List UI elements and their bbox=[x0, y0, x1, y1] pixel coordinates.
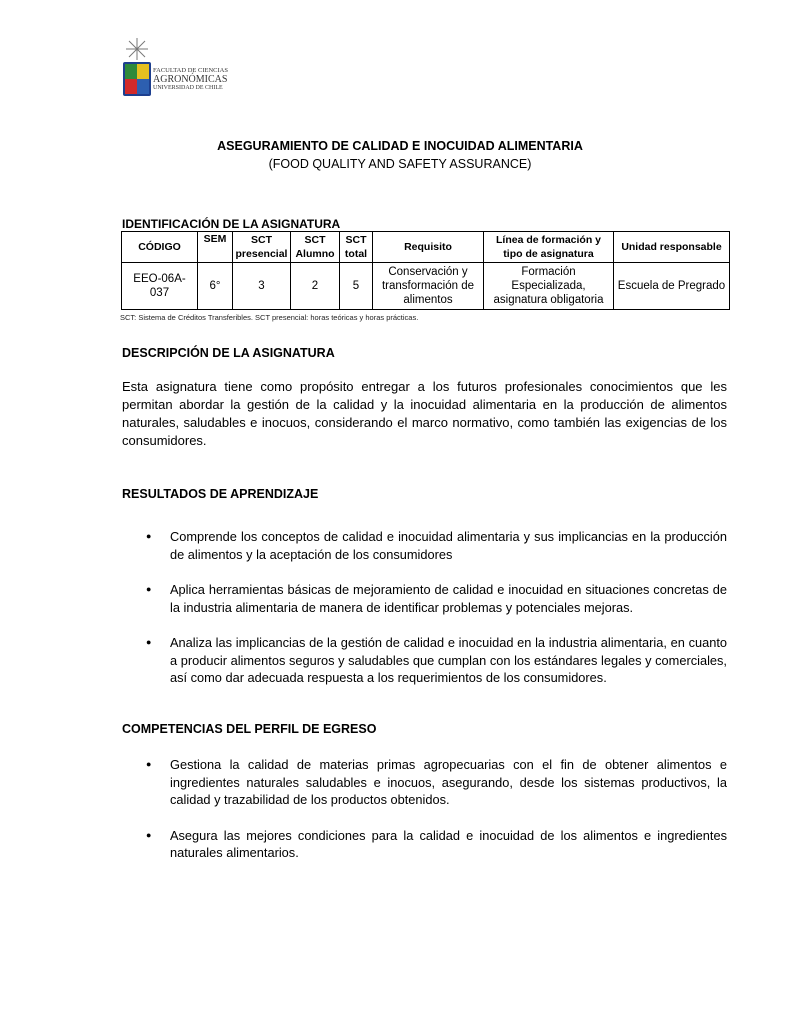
section-heading: RESULTADOS DE APRENDIZAJE bbox=[122, 487, 319, 501]
table-cell: Formación Especializada, asignatura obligatoria bbox=[484, 263, 614, 310]
table-row bbox=[122, 263, 730, 310]
column-header: SCT presencial bbox=[233, 232, 291, 263]
description-paragraph: Esta asignatura tiene como propósito entregar a los futuros profesionales conocimientos que les permitan abordar la gestión de la calidad y la inocuidad alimentaria en la producción de alimentos naturales, saludables e inocuos, considerando el marco normativo, como también las exigencias de los consumidores. bbox=[122, 379, 727, 448]
faculty-logo bbox=[120, 36, 240, 100]
university-shield-icon bbox=[120, 36, 154, 100]
document-title: ASEGURAMIENTO DE CALIDAD E INOCUIDAD ALIMENTARIA bbox=[217, 139, 583, 153]
logo-line: FACULTAD DE CIENCIAS bbox=[153, 67, 228, 74]
list-item: ● Gestiona la calidad de materias primas agropecuarias con el fin de obtener alimentos e ingredientes naturales saludables e inocuos, asegurando, desde los sistemas productivos, la calidad y trazabilidad de los productos obtenidos. bbox=[146, 756, 727, 809]
list-item: ● Asegura las mejores condiciones para la calidad e inocuidad de los alimentos e ingredientes naturales alimentarios. bbox=[146, 827, 727, 862]
document-subtitle: (FOOD QUALITY AND SAFETY ASSURANCE) bbox=[268, 157, 532, 171]
section-heading: IDENTIFICACIÓN DE LA ASIGNATURA bbox=[122, 217, 341, 231]
competencies-list bbox=[146, 756, 727, 862]
table-cell: Conservación y transformación de alimentos bbox=[373, 263, 484, 310]
table-cell: Escuela de Pregrado bbox=[614, 263, 730, 310]
column-header: SCT Alumno bbox=[291, 232, 340, 263]
list-item: ● Comprende los conceptos de calidad e inocuidad alimentaria y sus implicancias en la producción de alimentos y la aceptación de los consumidores bbox=[146, 528, 727, 563]
course-identification-table bbox=[121, 231, 730, 310]
column-header: Unidad responsable bbox=[614, 232, 730, 263]
table-cell: 6° bbox=[198, 263, 233, 310]
table-cell: 5 bbox=[340, 263, 373, 310]
logo-line: UNIVERSIDAD DE CHILE bbox=[153, 84, 223, 91]
learning-outcomes-list bbox=[146, 528, 727, 687]
list-item: ● Analiza las implicancias de la gestión de calidad e inocuidad en la industria alimentaria, en cuanto a producir alimentos seguros y saludables que cumplan con los estándares legales y comerciales, así como dar adecuada respuesta a los requerimientos de los consumidores. bbox=[146, 634, 727, 687]
list-item: ● Aplica herramientas básicas de mejoramiento de calidad e inocuidad en situaciones concretas de la industria alimentaria de manera de identificar problemas y potenciales mejoras. bbox=[146, 581, 727, 616]
logo-line: AGRONÓMICAS bbox=[153, 73, 228, 85]
column-header: CÓDIGO bbox=[122, 232, 198, 263]
table-cell: 3 bbox=[233, 263, 291, 310]
column-header: Requisito bbox=[373, 232, 484, 263]
section-heading: DESCRIPCIÓN DE LA ASIGNATURA bbox=[122, 346, 335, 360]
section-heading: COMPETENCIAS DEL PERFIL DE EGRESO bbox=[122, 722, 377, 736]
column-header: Línea de formación y tipo de asignatura bbox=[484, 232, 614, 263]
table-cell: 2 bbox=[291, 263, 340, 310]
table-cell: EEO-06A-037 bbox=[122, 263, 198, 310]
table-note: SCT: Sistema de Créditos Transferibles. SCT presencial: horas teóricas y horas prácticas. bbox=[120, 313, 419, 322]
column-header: SCT total bbox=[340, 232, 373, 263]
column-header: SEM bbox=[198, 232, 233, 263]
